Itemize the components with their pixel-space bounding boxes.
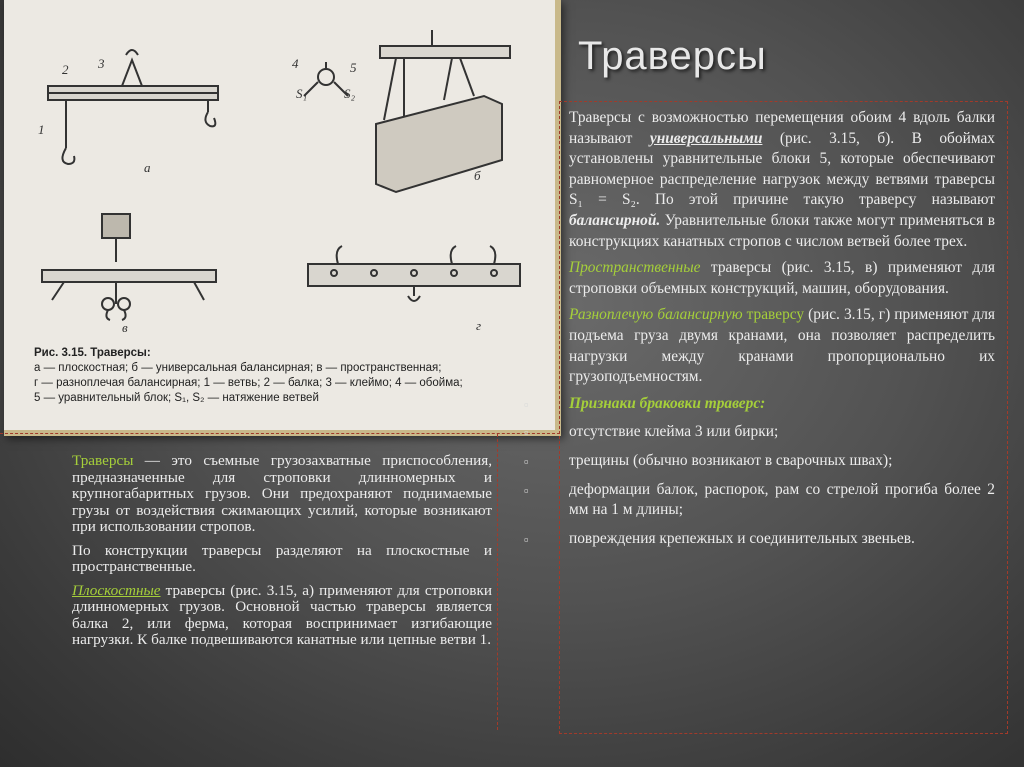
- slide-title: Траверсы: [578, 34, 767, 78]
- term-spatial: Пространственные: [569, 259, 701, 277]
- list-item-text: трещины (обычно возникают в сварочных швах);: [569, 451, 893, 469]
- right-text: [524, 108, 996, 557]
- list-item: [524, 529, 995, 550]
- figure-traverses: [4, 0, 561, 436]
- figure-label-s2: S₂: [344, 86, 356, 101]
- list-item: [524, 422, 995, 443]
- list-item: [524, 480, 995, 521]
- term-traverses: Траверсы: [72, 452, 134, 469]
- figure-caption-line: а — плоскостная; б — универсальная балансирная; в — пространственная;: [34, 362, 442, 374]
- divider-vertical: [497, 434, 498, 730]
- figure-label-3: 3: [98, 56, 105, 71]
- bullet-icon: ▫: [524, 531, 529, 547]
- figure-label-4: 4: [292, 56, 299, 71]
- figure-label-b: б: [474, 168, 481, 183]
- text: — это съемные грузозахватные приспособления, предназначенные для строповки длинномерных и крупногабаритных грузов. Они предохраняют поднимаемые грузы от воздействия сжимающих усилий, которые возникают при использовании стропов.: [72, 452, 492, 535]
- text: (рис. 3.15, г) применяют для подъема груза двумя кранами, она позволяет распределить нагрузки между кранами пропорционально их грузоподъемностям.: [569, 306, 996, 386]
- text: Траверсы с возможностью перемещения обоим 4 вдоль балки называют: [569, 109, 995, 147]
- rejection-list: [524, 394, 995, 550]
- figure-caption-line: 5 — уравнительный блок; S₁, S₂ — натяжение ветвей: [34, 392, 319, 404]
- figure-caption-title: Рис. 3.15. Траверсы:: [34, 347, 151, 359]
- figure-label-2: 2: [62, 62, 69, 77]
- figure-caption: [34, 346, 534, 406]
- paragraph-definition: [72, 453, 492, 536]
- paragraph-spatial: [569, 258, 995, 299]
- divider-horizontal: [0, 433, 560, 434]
- list-item: [524, 394, 995, 415]
- list-item-text: отсутствие клейма 3 или бирки;: [569, 423, 779, 441]
- term-universal: универсальными: [649, 129, 763, 147]
- term-balancing: балансирной.: [569, 211, 661, 229]
- paragraph-unequal: [569, 305, 995, 387]
- figure-label-1: 1: [38, 122, 45, 137]
- figure-label-s1: S₁: [296, 86, 308, 101]
- paragraph-classification: По конструкции траверсы разделяют на плоскостные и пространственные.: [72, 541, 492, 575]
- bullet-icon: ▫: [524, 482, 529, 498]
- text: Уравнительные блоки также могут применяться в конструкциях канатных стропов с числом ветвей более трех.: [569, 211, 995, 250]
- figure-caption-line: г — разноплечая балансирная; 1 — ветвь; 2 — балка; 3 — клеймо; 4 — обойма;: [34, 377, 463, 389]
- list-item-text: деформации балок, распорок, рам со стрелой прогиба более 2 мм на 1 м длины;: [569, 480, 995, 519]
- term-flat: Плоскостные: [72, 581, 161, 599]
- list-item: [524, 451, 995, 472]
- figure-label-g: г: [476, 318, 482, 333]
- text: траверсы (рис. 3.15, в) применяют для строповки объемных конструкций, машин, оборудования.: [569, 259, 995, 297]
- term-traverse: траверсу: [742, 306, 805, 324]
- figure-label-5: 5: [350, 60, 357, 75]
- text: (рис. 3.15, б). В обоймах установлены уравнительные блоки 5, которые обеспечивают равномерное распределение нагрузок между ветвями траверсы S₁ = S₂. По этой причине такую траверсу называют: [569, 129, 995, 209]
- text: траверсы (рис. 3.15, а) применяют для строповки длинномерных грузов. Основной частью траверсы является балка 2, или ферма, которая воспринимает изгибающие нагрузки. К балке подвешиваются канатные или цепные ветви 1.: [72, 581, 492, 648]
- paragraph-flat: [72, 583, 492, 649]
- figure-label-v: в: [122, 320, 128, 335]
- term-unequal: Разноплечую балансирную: [569, 306, 743, 324]
- bullet-icon: ▫: [524, 396, 529, 412]
- figure-label-a: а: [144, 160, 151, 175]
- paragraph-universal: [569, 108, 995, 252]
- left-text: [72, 453, 492, 656]
- bullet-icon: ▫: [524, 425, 529, 441]
- bullet-icon: ▫: [524, 453, 529, 469]
- list-heading: Признаки браковки траверс:: [569, 394, 766, 412]
- list-item-text: повреждения крепежных и соединительных звеньев.: [569, 529, 915, 547]
